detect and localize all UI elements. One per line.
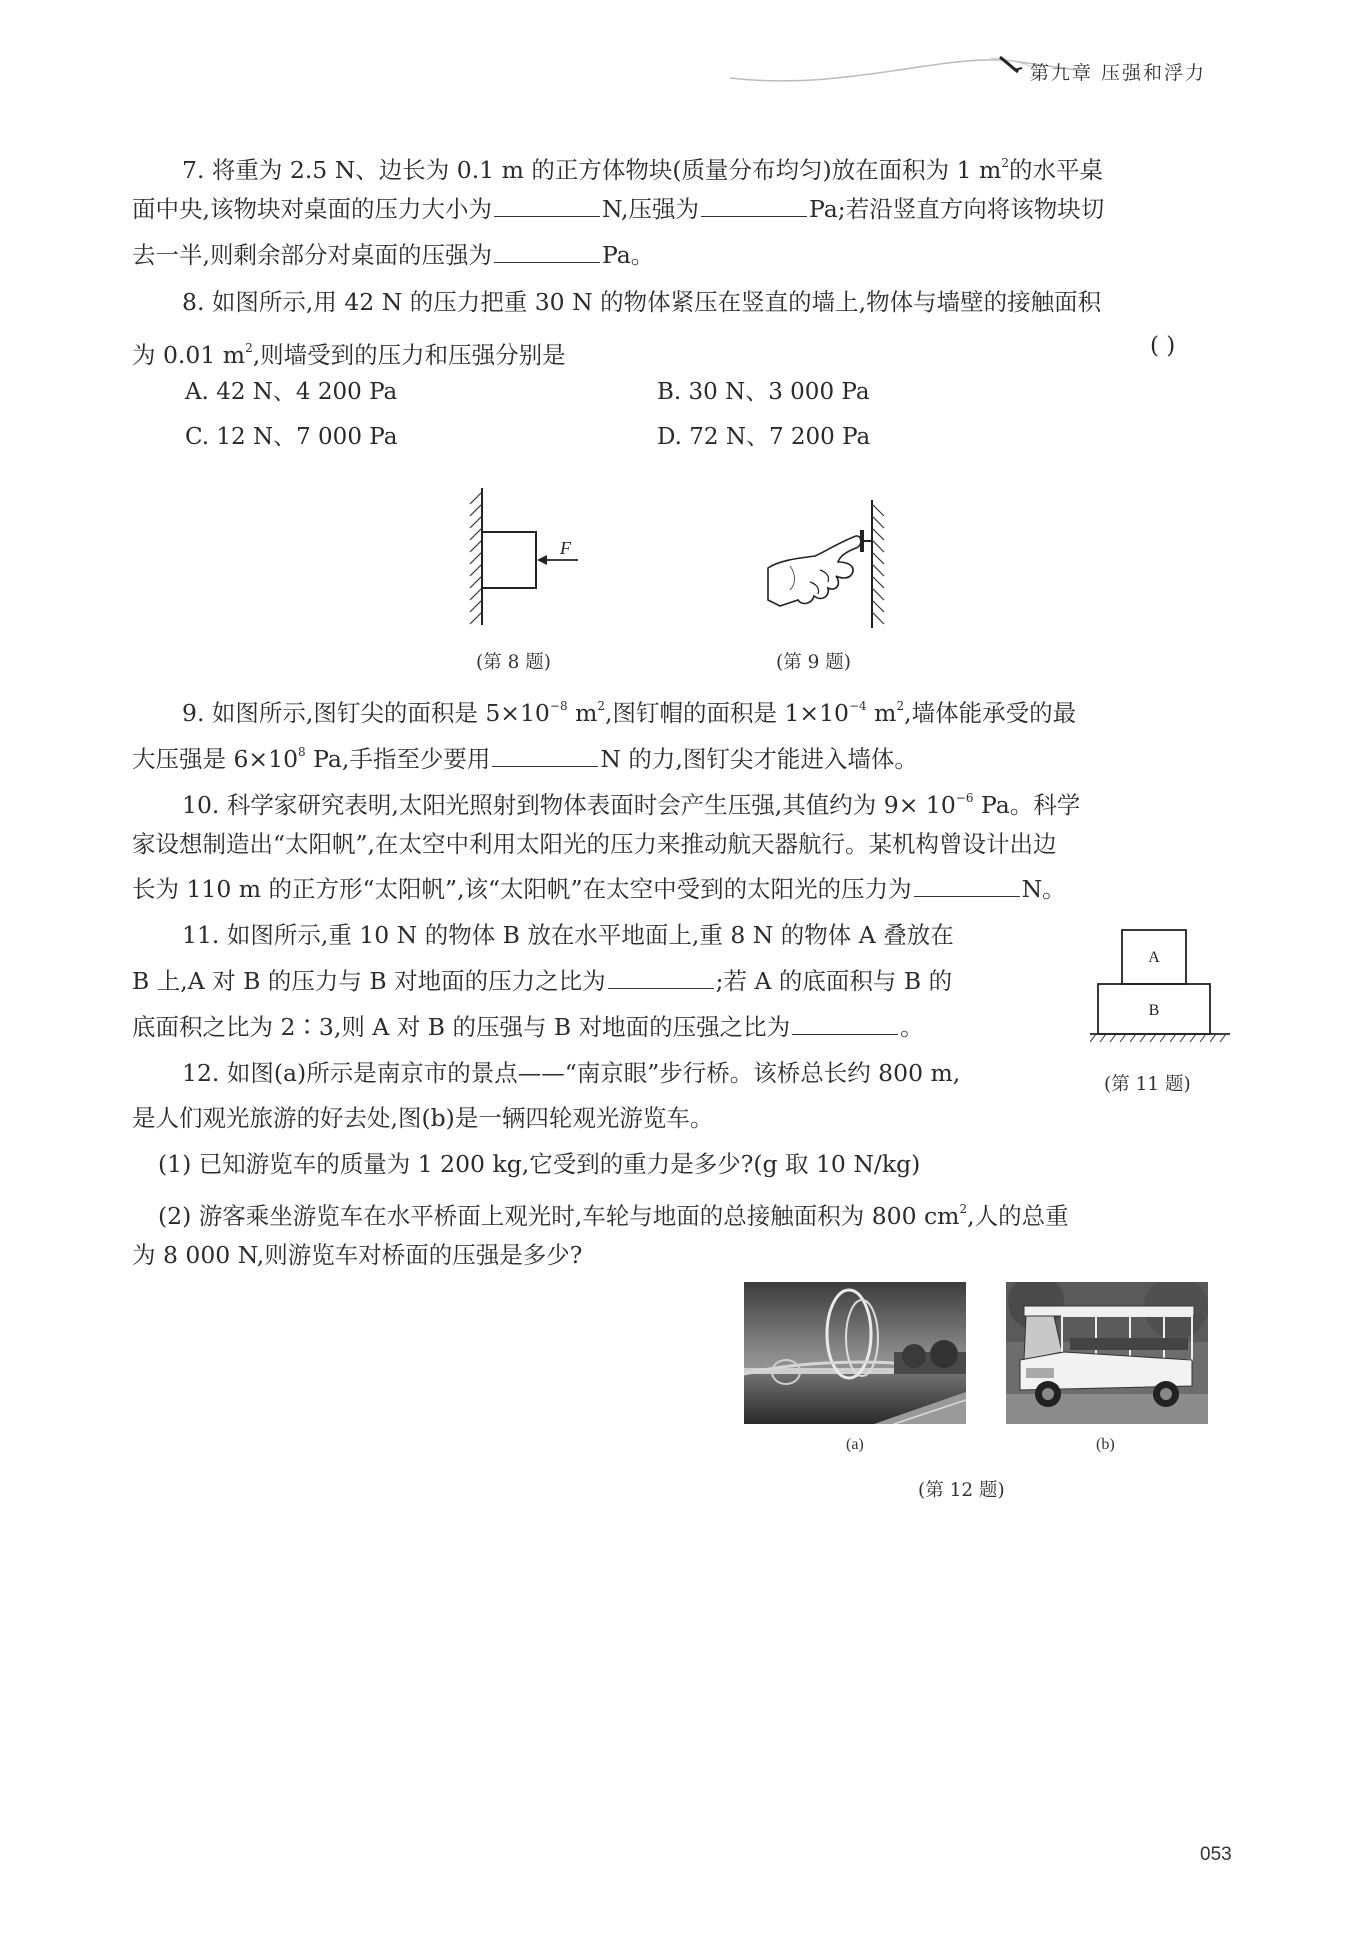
answer-bracket[interactable]: ( ) <box>1150 333 1176 359</box>
q9-line-2: 大压强是 $6\times 10^8$ Pa,手指至少要用 N 的力,图钉尖才能进入墙体。 <box>132 745 918 773</box>
force-label: F <box>560 538 571 558</box>
q11-line-2: B 上,A 对 B 的压力与 B 对地面的压力之比为 ;若 A 的底面积与 B 的 <box>132 967 953 995</box>
answer-blank[interactable] <box>492 744 598 767</box>
q12-part-2: (2) 游客乘坐游览车在水平桥面上观光时,车轮与地面的总接触面积为 800 $cm^2$,人的总重 <box>158 1202 1069 1230</box>
figure-9-diagram <box>760 490 900 640</box>
figure-12-caption: (第 12 题) <box>918 1480 1005 1501</box>
page-number: 053 <box>1200 1844 1232 1865</box>
q10-line-2: 家设想制造出“太阳帆”,在太空中利用太阳光的压力来推动航天器航行。某机构曾设计出边 <box>132 830 1057 858</box>
q7-line-3: 去一半,则剩余部分对桌面的压强为 Pa。 <box>132 241 655 269</box>
photo-a-nanjing-eye-bridge <box>744 1282 966 1424</box>
photo-b-label: (b) <box>1096 1436 1115 1453</box>
figure-8-caption: (第 8 题) <box>476 652 551 673</box>
answer-blank[interactable] <box>792 1012 898 1035</box>
figure-11-diagram <box>1090 926 1240 1052</box>
q9-line-1: 9. 如图所示,图钉尖的面积是 $5\times 10^{-8}$ $m^2$,图钉帽的面积是 $1\times 10^{-4}$ $m^2$,墙体能承受的最 <box>182 699 1077 727</box>
photo-a-label: (a) <box>846 1436 864 1453</box>
answer-blank[interactable] <box>608 966 714 989</box>
q10-line-1: 10. 科学家研究表明,太阳光照射到物体表面时会产生压强,其值约为 $9\times 10^{-6}$ Pa。科学 <box>182 791 1081 819</box>
answer-blank[interactable] <box>701 194 807 217</box>
chapter-title: 第九章 压强和浮力 <box>1030 62 1207 84</box>
answer-blank[interactable] <box>494 194 600 217</box>
q8-line-2: 为 0.01 $m^2$,则墙受到的压力和压强分别是 <box>132 341 566 369</box>
photo-b-sightseeing-cart <box>1006 1282 1208 1424</box>
option-b[interactable]: B. 30 N、3 000 Pa <box>657 379 870 405</box>
answer-blank[interactable] <box>914 874 1020 897</box>
q12-line-2: 是人们观光旅游的好去处,图(b)是一辆四轮观光游览车。 <box>132 1104 714 1132</box>
finger-hand <box>768 536 861 606</box>
q8-line-1: 8. 如图所示,用 42 N 的压力把重 30 N 的物体紧压在竖直的墙上,物体与墙壁的接触面积 <box>182 288 1102 316</box>
block <box>482 532 536 588</box>
option-c[interactable]: C. 12 N、7 000 Pa <box>185 424 398 450</box>
q12-part-3: 为 8 000 N,则游览车对桥面的压强是多少? <box>132 1241 583 1269</box>
block-b-label: B <box>1148 1002 1160 1019</box>
figure-8-diagram <box>460 480 590 630</box>
option-d[interactable]: D. 72 N、7 200 Pa <box>657 424 871 450</box>
q11-line-3: 底面积之比为 2∶3,则 A 对 B 的压强与 B 对地面的压强之比为 。 <box>132 1013 924 1041</box>
q12-line-1: 12. 如图(a)所示是南京市的景点——“南京眼”步行桥。该桥总长约 800 m, <box>182 1059 961 1087</box>
option-a[interactable]: A. 42 N、4 200 Pa <box>185 379 398 405</box>
q11-line-1: 11. 如图所示,重 10 N 的物体 B 放在水平地面上,重 8 N 的物体 A 叠放在 <box>182 921 954 949</box>
figure-9-caption: (第 9 题) <box>776 652 851 673</box>
q7-line-1: 7. 将重为 2.5 N、边长为 0.1 m 的正方体物块(质量分布均匀)放在面积为 1 $m^2$的水平桌 <box>182 156 1103 184</box>
answer-blank[interactable] <box>494 240 600 263</box>
q12-part-1: (1) 已知游览车的质量为 1 200 kg,它受到的重力是多少?(g 取 10 N/kg) <box>158 1150 921 1178</box>
figure-11-caption: (第 11 题) <box>1104 1074 1191 1095</box>
q10-line-3: 长为 110 m 的正方形“太阳帆”,该“太阳帆”在太空中受到的太阳光的压力为 N。 <box>132 875 1066 903</box>
q7-line-2: 面中央,该物块对桌面的压力大小为 N,压强为 Pa;若沿竖直方向将该物块切 <box>132 195 1105 223</box>
block-a-label: A <box>1148 949 1160 966</box>
